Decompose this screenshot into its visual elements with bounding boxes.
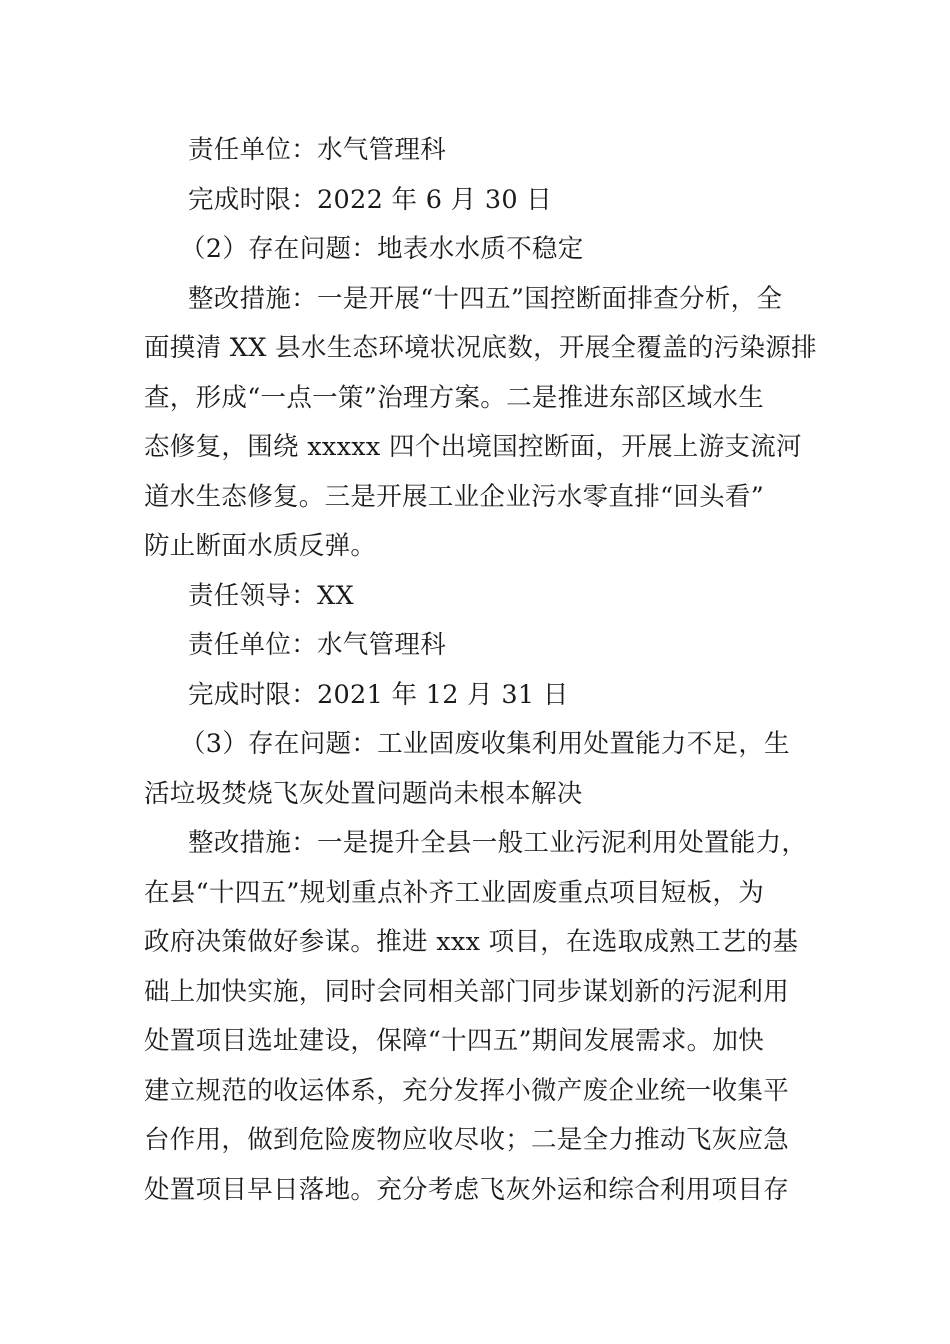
measures-2-line: 整改措施：一是开展“十四五”国控断面排查分析，全: [188, 283, 783, 314]
measures-3-line: 整改措施：一是提升全县一般工业污泥利用处置能力，: [188, 828, 808, 858]
measures-2-line: 面摸清 XX 县水生态环境状况底数，开展全覆盖的污染源排: [144, 333, 817, 363]
measures-3-line: 建立规范的收运体系，充分发挥小微产废企业统一收集平: [144, 1075, 790, 1106]
deadline-2: 完成时限：2021 年 12 月 31 日: [188, 679, 569, 710]
measures-3-line: 在县“十四五”规划重点补齐工业固废重点项目短板，为: [144, 877, 765, 908]
measures-3-line: 处置项目早日落地。充分考虑飞灰外运和综合利用项目存: [144, 1174, 790, 1205]
responsible-unit-1: 责任单位：水气管理科: [188, 135, 447, 165]
responsible-unit-2: 责任单位：水气管理科: [188, 630, 447, 660]
measures-2-line: 态修复，围绕 xxxxx 四个出境国控断面，开展上游支流河: [144, 432, 802, 462]
measures-3-line: 处置项目选址建设，保障“十四五”期间发展需求。加快: [144, 1026, 765, 1056]
issue-3-heading-line: 活垃圾焚烧飞灰处置问题尚未根本解决: [144, 778, 583, 809]
issue-3-heading-line: （3）存在问题：工业固废收集利用处置能力不足，生: [180, 729, 790, 759]
measures-3-line: 础上加快实施，同时会同相关部门同步谋划新的污泥利用: [144, 976, 790, 1007]
measures-3-line: 台作用，做到危险废物应收尽收；二是全力推动飞灰应急: [144, 1125, 790, 1155]
measures-2-line: 查，形成“一点一策”治理方案。二是推进东部区域水生: [144, 382, 765, 413]
responsible-leader-2: 责任领导：XX: [188, 580, 354, 611]
issue-3-heading: [144, 720, 808, 819]
measures-3-line: 政府决策做好参谋。推进 xxx 项目，在选取成熟工艺的基: [144, 927, 799, 957]
measures-3: [144, 819, 808, 1215]
measures-2-line: 道水生态修复。三是开展工业企业污水零直排“回头看”: [144, 481, 765, 512]
measures-2: [144, 275, 817, 572]
document-body: [144, 126, 817, 1215]
deadline-1: 完成时限：2022 年 6 月 30 日: [188, 184, 553, 215]
measures-2-line: 防止断面水质反弹。: [144, 531, 377, 561]
issue-2-heading: （2）存在问题：地表水水质不稳定: [180, 234, 584, 264]
